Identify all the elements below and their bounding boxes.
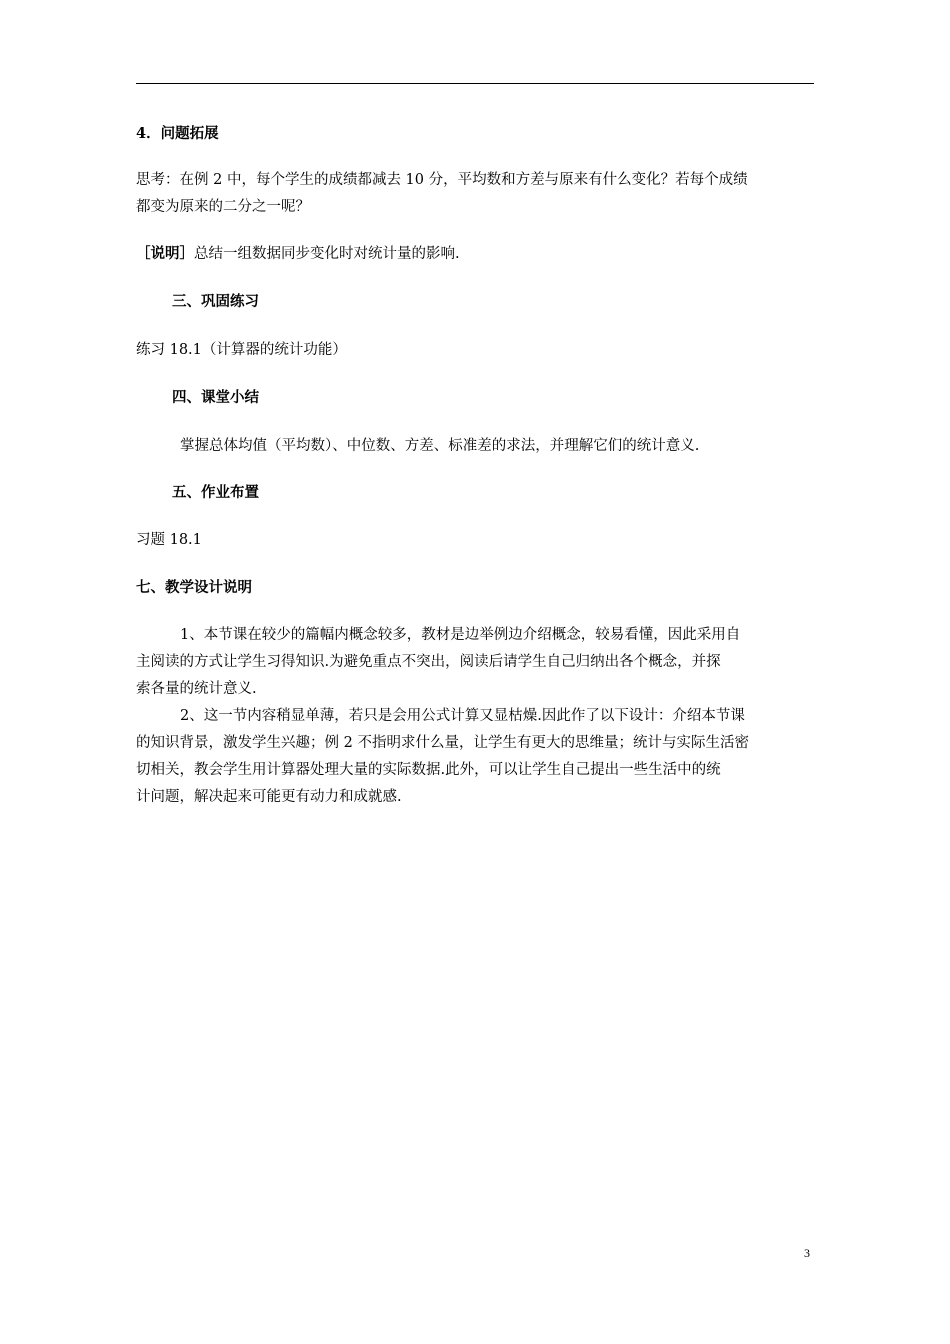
header-rule	[136, 83, 814, 84]
heading-problem-extension: 4．问题拓展	[136, 125, 219, 142]
design-para2-line2: 的知识背景，激发学生兴趣；例 2 不指明求什么量，让学生有更大的思维量；统计与实际生活密	[136, 735, 749, 751]
explanation-label: ［说明］	[136, 245, 194, 262]
practice-text: 练习 18.1（计算器的统计功能）	[136, 342, 347, 358]
think-question-line-2: 都变为原来的二分之一呢？	[136, 199, 310, 215]
page-number: 3	[804, 1246, 810, 1260]
explanation-text: 总结一组数据同步变化时对统计量的影响.	[194, 246, 460, 262]
heading-design-notes: 七、教学设计说明	[136, 579, 252, 596]
design-para2-line1: 2、这一节内容稍显单薄，若只是会用公式计算又显枯燥.因此作了以下设计：介绍本节课	[180, 708, 745, 724]
heading-summary: 四、课堂小结	[172, 389, 259, 406]
design-para1-line2: 主阅读的方式让学生习得知识.为避免重点不突出，阅读后请学生自己归纳出各个概念，并探	[136, 654, 721, 670]
think-question-line-1: 思考：在例 2 中，每个学生的成绩都减去 10 分，平均数和方差与原来有什么变化？若每个成绩	[136, 172, 748, 188]
design-para2-line4: 计问题，解决起来可能更有动力和成就感.	[136, 789, 402, 805]
summary-text: 掌握总体均值（平均数）、中位数、方差、标准差的求法，并理解它们的统计意义.	[180, 438, 700, 454]
homework-text: 习题 18.1	[136, 532, 202, 548]
design-para1-line3: 索各量的统计意义.	[136, 681, 257, 697]
explanation-note	[136, 244, 816, 264]
heading-homework: 五、作业布置	[172, 484, 259, 501]
design-para1-line1: 1、本节课在较少的篇幅内概念较多，教材是边举例边介绍概念，较易看懂，因此采用自	[180, 627, 741, 643]
heading-practice: 三、巩固练习	[172, 293, 259, 310]
design-para2-line3: 切相关，教会学生用计算器处理大量的实际数据.此外，可以让学生自己提出一些生活中的统	[136, 762, 721, 778]
